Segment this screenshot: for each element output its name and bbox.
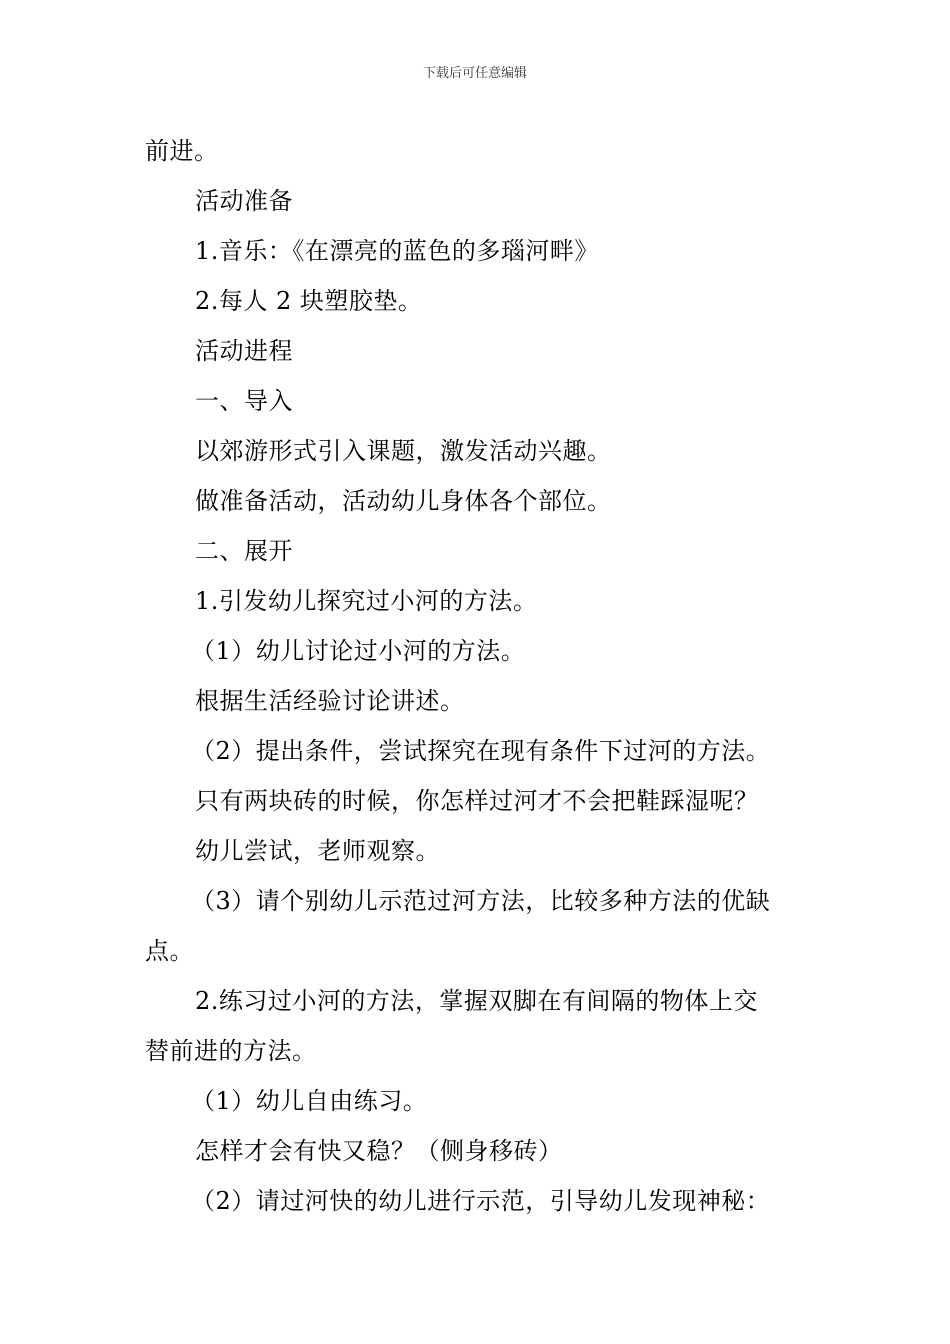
paragraph-line: 怎样才会有快又稳？（侧身移砖） [195, 1137, 563, 1165]
paragraph-line: 前进。 [145, 137, 219, 165]
paragraph-line: （2）提出条件，尝试探究在现有条件下过河的方法。 [191, 737, 771, 765]
paragraph-line: （1）幼儿自由练习。 [191, 1087, 428, 1115]
subsection-heading: 二、展开 [195, 537, 293, 565]
section-heading: 活动进程 [195, 337, 293, 365]
subsection-heading: 一、导入 [195, 387, 293, 415]
paragraph-line: 根据生活经验讨论讲述。 [195, 687, 465, 715]
paragraph-line: 1.音乐：《在漂亮的蓝色的多瑙河畔》 [195, 237, 599, 265]
paragraph-line: 1.引发幼儿探究过小河的方法。 [195, 587, 538, 615]
paragraph-line: 做准备活动，活动幼儿身体各个部位。 [195, 487, 612, 515]
paragraph-line: （3）请个别幼儿示范过河方法，比较多种方法的优缺 [191, 887, 771, 915]
document-body [145, 126, 825, 1226]
section-heading: 活动准备 [195, 187, 293, 215]
paragraph-line: （2）请过河快的幼儿进行示范，引导幼儿发现神秘： [191, 1187, 771, 1215]
paragraph-line: 点。 [145, 937, 194, 965]
paragraph-line: 只有两块砖的时候，你怎样过河才不会把鞋踩湿呢？ [195, 787, 759, 815]
page-header-note: 下载后可任意编辑 [422, 66, 527, 81]
paragraph-line: 幼儿尝试，老师观察。 [195, 837, 440, 865]
paragraph-line: 2.练习过小河的方法，掌握双脚在有间隔的物体上交 [195, 987, 758, 1015]
paragraph-line: 2.每人 2 块塑胶垫。 [195, 287, 423, 315]
paragraph-line: 替前进的方法。 [145, 1037, 317, 1065]
paragraph-line: 以郊游形式引入课题，激发活动兴趣。 [195, 437, 612, 465]
paragraph-line: （1）幼儿讨论过小河的方法。 [191, 637, 526, 665]
